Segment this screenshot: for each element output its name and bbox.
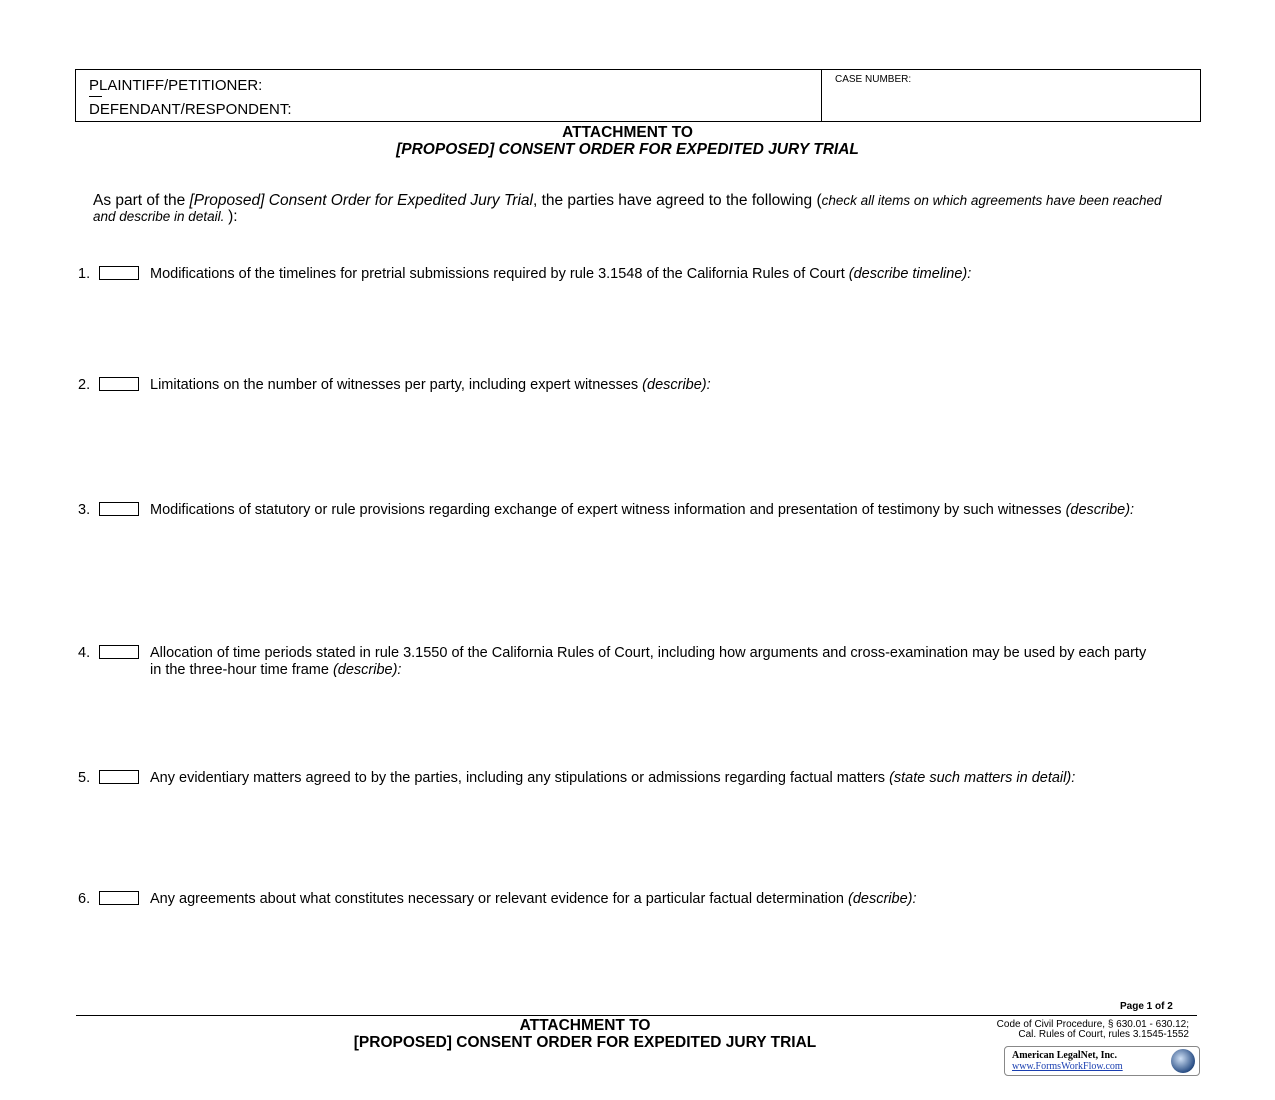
publisher-logo <box>1004 1046 1200 1076</box>
page-number: Page 1 of 2 <box>1120 1001 1173 1012</box>
page-title: ATTACHMENT TO <box>562 124 693 141</box>
code-citation-2: Cal. Rules of Court, rules 3.1545-1552 <box>1018 1029 1189 1040</box>
footer-code-citation <box>900 1020 1189 1040</box>
item-number: 5. <box>78 770 91 786</box>
item-description: Any evidentiary matters agreed to by the parties, including any stipulations or admissions regarding factual matters <box>150 770 890 786</box>
intro-text <box>93 193 1173 225</box>
item-checkbox[interactable] <box>99 645 139 659</box>
item-description: Modifications of statutory or rule provisions regarding exchange of expert witness information and presentation of testimony by such witnesses <box>150 502 1066 518</box>
item-checkbox[interactable] <box>99 770 139 784</box>
item-note: (state such matters in detail): <box>889 770 1076 786</box>
intro-middle: , the parties have agreed to the following ( <box>532 192 822 209</box>
footer-subtitle: [PROPOSED] CONSENT ORDER FOR EXPEDITED JURY TRIAL <box>353 1034 817 1051</box>
item-note: (describe): <box>332 662 402 678</box>
item-text <box>150 770 1150 787</box>
item-note: (describe): <box>848 891 917 907</box>
item-checkbox[interactable] <box>99 377 139 391</box>
intro-note: check all items on which agreements have been reached and describe in detail. <box>93 193 1162 224</box>
defendant-label: DEFENDANT/RESPONDENT: <box>89 101 292 118</box>
intro-prefix: As part of the <box>93 192 190 209</box>
item-number: 1. <box>78 266 91 282</box>
item-description: Allocation of time periods stated in rule 3.1550 of the California Rules of Court, including how arguments and cross-examination may be used by each party in the three-hour time frame <box>150 645 1147 678</box>
item-checkbox[interactable] <box>99 891 139 905</box>
item-text <box>150 891 1150 908</box>
item-text <box>150 502 1150 519</box>
item-text <box>150 645 1150 679</box>
item-checkbox[interactable] <box>99 266 139 280</box>
party-names-box <box>76 70 822 121</box>
item-number: 4. <box>78 645 91 661</box>
intro-form-title: [Proposed] Consent Order for Expedited Jury Trial <box>189 192 533 209</box>
divider <box>89 96 102 97</box>
code-citation-1: Code of Civil Procedure, § 630.01 - 630.12; <box>996 1019 1189 1030</box>
item-number: 6. <box>78 891 91 907</box>
item-note: (describe): <box>1065 502 1135 518</box>
caption-box <box>75 69 1201 122</box>
logo-name: American LegalNet, Inc. <box>1012 1050 1117 1061</box>
plaintiff-label: PLAINTIFF/PETITIONER: <box>89 77 263 94</box>
globe-icon <box>1171 1049 1195 1073</box>
page-subtitle: [PROPOSED] CONSENT ORDER FOR EXPEDITED JURY TRIAL <box>396 141 859 158</box>
item-description: Modifications of the timelines for pretrial submissions required by rule 3.1548 of the California Rules of Court <box>150 266 849 282</box>
item-text <box>150 266 1150 283</box>
footer-title: ATTACHMENT TO <box>519 1017 651 1034</box>
case-number-label: CASE NUMBER: <box>835 74 912 85</box>
item-text <box>150 377 1150 394</box>
item-note: (describe timeline): <box>848 266 972 282</box>
item-note: (describe): <box>642 377 711 393</box>
footer-divider <box>76 1015 1197 1016</box>
item-number: 3. <box>78 502 91 518</box>
logo-url-link[interactable]: www.FormsWorkFlow.com <box>1012 1061 1123 1072</box>
item-checkbox[interactable] <box>99 502 139 516</box>
item-description: Any agreements about what constitutes necessary or relevant evidence for a particular factual determination <box>150 891 848 907</box>
item-description: Limitations on the number of witnesses per party, including expert witnesses <box>150 377 643 393</box>
intro-suffix: ): <box>228 208 238 225</box>
item-number: 2. <box>78 377 91 393</box>
